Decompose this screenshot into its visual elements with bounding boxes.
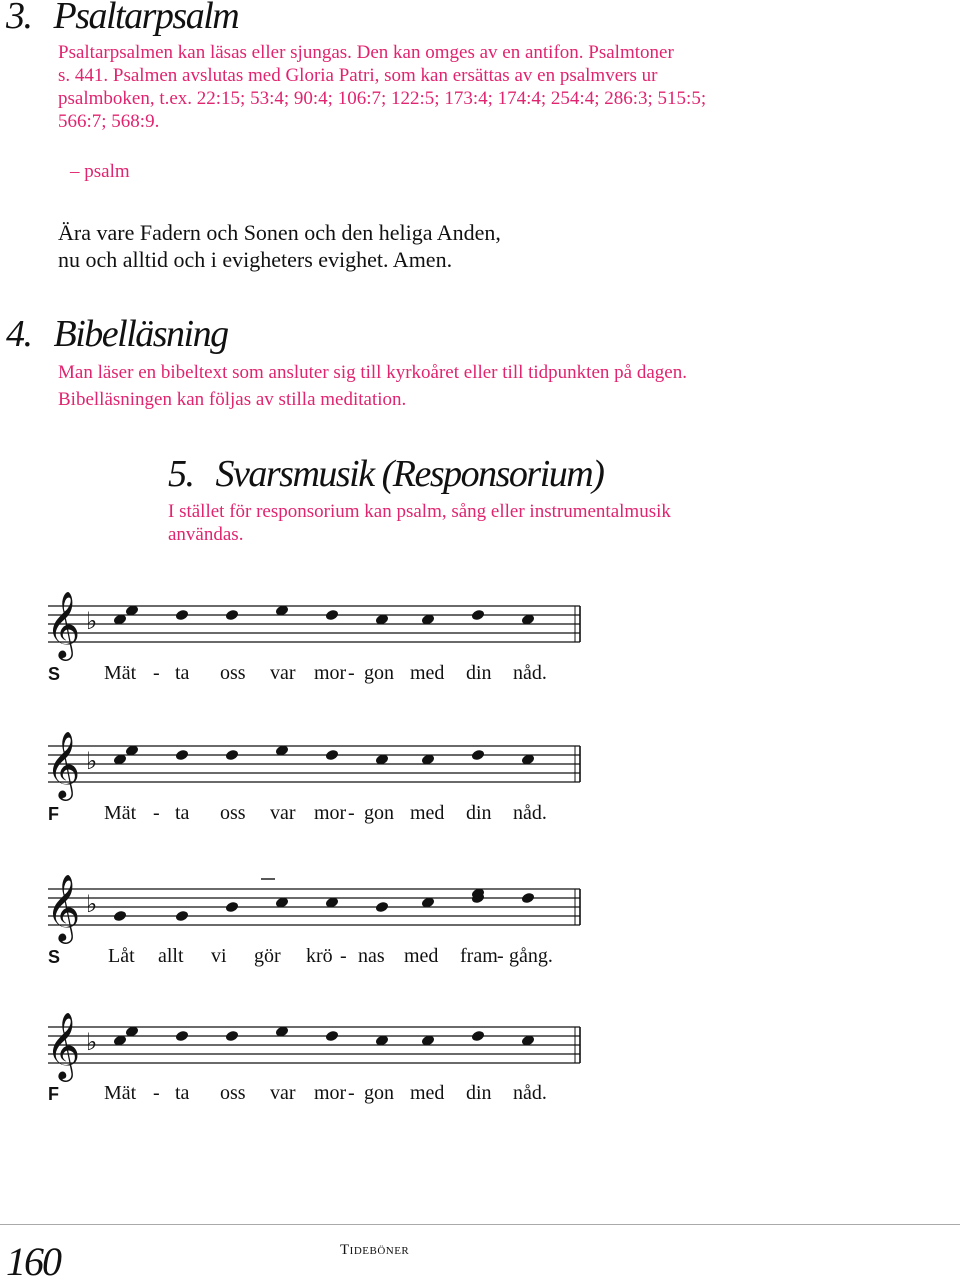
rubric-line: I stället för responsorium kan psalm, sång eller instrumentalmusik (168, 501, 671, 522)
lyric-syllable: mor (314, 1082, 347, 1104)
lyric-syllable: oss (220, 662, 246, 684)
rubric-line: s. 441. Psalmen avslutas med Gloria Patri, som kan ersättas av en psalmvers ur (58, 65, 658, 86)
section-5-heading (168, 452, 603, 496)
flat-icon: ♭ (86, 607, 98, 635)
lyric-syllable: gör (254, 945, 281, 967)
treble-clef-icon: 𝄞 (46, 730, 81, 798)
section-5-rubric (168, 500, 671, 546)
section-5-title: Svarsmusik (Responsorium) (215, 453, 604, 495)
note-head (175, 749, 190, 762)
lyric-syllable: gång. (509, 945, 553, 967)
note-head (521, 892, 536, 905)
note-head (471, 1030, 486, 1043)
lyric-syllable: - (153, 802, 160, 824)
flat-icon: ♭ (86, 1028, 98, 1056)
lyric-syllable: med (404, 945, 439, 967)
section-4-title: Bibelläsning (53, 313, 228, 355)
lyric-syllable: nåd. (513, 802, 547, 824)
music-staff (0, 1002, 960, 1082)
lyric-syllable: ta (175, 1082, 190, 1104)
note-head (225, 609, 240, 622)
lyric-syllable: med (410, 1082, 445, 1104)
lyric-syllable: din (466, 1082, 492, 1104)
lyric-syllable: ta (175, 802, 190, 824)
section-4-number: 4. (6, 313, 32, 355)
flat-icon: ♭ (86, 890, 98, 918)
lyric-syllable: - (497, 945, 504, 967)
page-number: 160 (6, 1239, 60, 1284)
note-head (175, 609, 190, 622)
treble-clef-icon: 𝄞 (46, 1011, 81, 1079)
lyric-syllable: - (340, 945, 347, 967)
lyric-syllable: Mät (104, 662, 137, 684)
section-4-heading (6, 312, 228, 356)
lyric-syllable: med (410, 662, 445, 684)
lyric-syllable: mor (314, 662, 347, 684)
lyric-syllable: Mät (104, 1082, 137, 1104)
note-head (175, 1030, 190, 1043)
lyric-syllable: med (410, 802, 445, 824)
lyric-syllable: Låt (108, 945, 135, 967)
note-head (225, 1030, 240, 1043)
lyric-syllable: gon (364, 662, 394, 684)
voice-label: S (48, 664, 61, 684)
voice-label: F (48, 1084, 59, 1104)
rubric-line: 566:7; 568:9. (58, 111, 160, 132)
section-5-number: 5. (168, 453, 194, 495)
lyric-syllable: oss (220, 802, 246, 824)
lyric-syllable: din (466, 662, 492, 684)
lyric-syllable: nåd. (513, 1082, 547, 1104)
note-head (471, 609, 486, 622)
lyric-syllable: mor (314, 802, 347, 824)
rubric-line: psalmboken, t.ex. 22:15; 53:4; 90:4; 106:7; 122:5; 173:4; 174:4; 254:4; 286:3; 515:5; (58, 88, 707, 109)
lyric-syllable: fram (460, 945, 498, 967)
rubric-line: användas. (168, 524, 244, 545)
section-3-heading (6, 0, 238, 38)
lyric-syllable: - (153, 662, 160, 684)
treble-clef-icon: 𝄞 (46, 590, 81, 658)
music-staff (0, 581, 960, 661)
lyric-syllable: allt (158, 945, 184, 967)
lyric-syllable: - (153, 1082, 160, 1104)
note-head (325, 609, 340, 622)
lyric-syllable: var (270, 662, 296, 684)
lyric-syllable: gon (364, 802, 394, 824)
rubric-line: Bibelläsningen kan följas av stilla meditation. (58, 389, 407, 410)
lyric-syllable: nas (358, 945, 385, 967)
section-3-number: 3. (6, 0, 32, 37)
note-head (325, 1030, 340, 1043)
section-3-title: Psaltarpsalm (53, 0, 239, 37)
note-head (375, 901, 390, 914)
lyric-syllable: ta (175, 662, 190, 684)
psalm-label: – psalm (70, 161, 130, 182)
lyric-syllable: gon (364, 1082, 394, 1104)
lyric-syllable: - (348, 1082, 355, 1104)
lyric-syllable: - (348, 802, 355, 824)
lyric-syllable: nåd. (513, 662, 547, 684)
lyric-syllable: din (466, 802, 492, 824)
rubric-line: Psaltarpsalmen kan läsas eller sjungas. Den kan omges av en antifon. Psalmtoner (58, 42, 674, 63)
voice-label: S (48, 947, 61, 967)
note-head (225, 749, 240, 762)
lyric-syllable: var (270, 802, 296, 824)
lyric-syllable: oss (220, 1082, 246, 1104)
lyric-syllable: - (348, 662, 355, 684)
note-head (175, 910, 190, 923)
lyric-syllable: Mät (104, 802, 137, 824)
gloria-line: nu och alltid och i evigheters evighet. Amen. (58, 247, 453, 272)
gloria-patri (58, 219, 501, 273)
lyric-syllable: vi (211, 945, 227, 967)
lyric-syllable: krö (306, 945, 333, 967)
note-head (113, 910, 128, 923)
music-staff (0, 864, 960, 944)
rubric-line: Man läser en bibeltext som ansluter sig till kyrkoåret eller till tidpunkten på dagen. (58, 362, 687, 383)
section-3-rubric (58, 41, 958, 133)
note-head (225, 901, 240, 914)
treble-clef-icon: 𝄞 (46, 873, 81, 941)
footer-rule (0, 1224, 960, 1225)
flat-icon: ♭ (86, 747, 98, 775)
gloria-line: Ära vare Fadern och Sonen och den heliga Anden, (58, 220, 501, 245)
note-head (471, 749, 486, 762)
voice-label: F (48, 804, 59, 824)
music-staff (0, 721, 960, 801)
footer-book-title: Tideböner (340, 1242, 410, 1258)
lyric-syllable: var (270, 1082, 296, 1104)
section-4-rubric (58, 359, 687, 413)
note-head (325, 749, 340, 762)
